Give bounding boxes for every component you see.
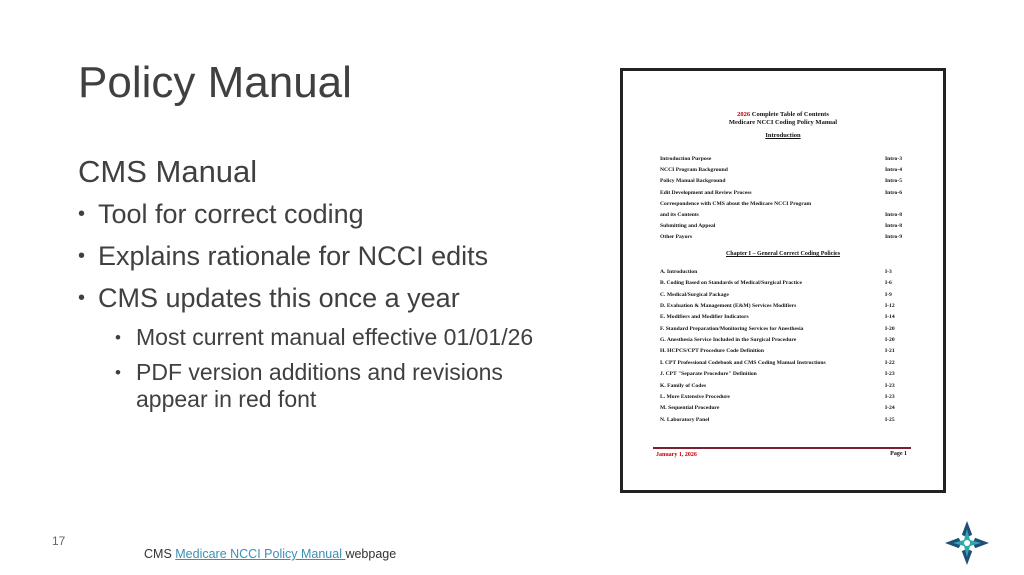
slide-title: Policy Manual bbox=[78, 58, 352, 107]
toc-row bbox=[660, 314, 915, 320]
toc-row-page: I-21 bbox=[885, 348, 895, 355]
slide-subhead: CMS Manual bbox=[78, 154, 258, 189]
manual-toc-image bbox=[620, 68, 946, 493]
doc-footer-page: Page 1 bbox=[890, 451, 907, 457]
doc-heading: 2026 Complete Table of Contents bbox=[737, 111, 829, 118]
toc-row bbox=[660, 190, 915, 196]
toc-row-label: M. Sequential Procedure bbox=[660, 405, 720, 412]
toc-row bbox=[660, 371, 915, 377]
toc-row bbox=[660, 326, 915, 332]
toc-row-label: N. Laboratory Panel bbox=[660, 416, 710, 423]
toc-row bbox=[660, 280, 915, 286]
bullet-dot-icon: • bbox=[115, 363, 121, 382]
toc-row-label: K. Family of Codes bbox=[660, 382, 706, 389]
toc-row bbox=[660, 405, 915, 411]
toc-row-page: Intro-5 bbox=[885, 178, 902, 185]
doc-subheading: Medicare NCCI Coding Policy Manual bbox=[728, 119, 838, 126]
bullet-item: • Tool for correct coding bbox=[78, 199, 364, 229]
toc-row bbox=[660, 201, 915, 207]
toc-row-label: Submitting and Appeal bbox=[660, 223, 716, 230]
toc-row bbox=[660, 394, 915, 400]
toc-row bbox=[660, 156, 915, 162]
bullet-dot-icon: • bbox=[115, 328, 121, 347]
toc-row-label: I. CPT Professional Codebook and CMS Coding Manual Instructions bbox=[660, 359, 826, 366]
toc-row-label: D. Evaluation & Management (E&M) Services Modifiers bbox=[660, 303, 797, 310]
toc-row-label: and its Contents bbox=[660, 212, 699, 218]
toc-row-page: I-25 bbox=[885, 416, 895, 423]
toc-row-label: Other Payors bbox=[660, 234, 693, 241]
toc-row bbox=[660, 292, 915, 298]
toc-row-label: F. Standard Preparation/Monitoring Services for Anesthesia bbox=[660, 325, 804, 332]
doc-footer-date: January 1, 2026 bbox=[656, 452, 697, 458]
toc-row-page: Intro-4 bbox=[885, 167, 902, 174]
doc-chapter-heading: Chapter I – General Correct Coding Policies bbox=[725, 251, 841, 257]
toc-row bbox=[660, 167, 915, 173]
toc-row-page: I-22 bbox=[885, 359, 895, 366]
bullet-item: • Explains rationale for NCCI edits bbox=[78, 241, 489, 271]
toc-row-page: I-23 bbox=[885, 393, 895, 400]
toc-row bbox=[660, 303, 915, 309]
toc-row-label: Policy Manual Background bbox=[660, 178, 726, 185]
toc-row-label: G. Anesthesia Service Included in the Surgical Procedure bbox=[660, 337, 797, 344]
toc-row bbox=[660, 178, 915, 184]
toc-row-label: NCCI Program Background bbox=[660, 167, 728, 174]
toc-row-page: I-23 bbox=[885, 371, 895, 378]
toc-row-label: Introduction Purpose bbox=[660, 156, 712, 162]
toc-row-page: I-12 bbox=[885, 303, 895, 310]
toc-row bbox=[660, 383, 915, 389]
toc-row-label: J. CPT "Separate Procedure" Definition bbox=[660, 371, 757, 378]
toc-row bbox=[660, 337, 915, 343]
toc-row-page: I-14 bbox=[885, 314, 895, 321]
sub-bullet-item: • Most current manual effective 01/01/26 bbox=[115, 324, 534, 350]
toc-row-page: I-6 bbox=[885, 280, 892, 287]
doc-intro-heading: Introduction bbox=[765, 132, 801, 139]
toc-row bbox=[660, 234, 915, 240]
toc-row-page: Intro-3 bbox=[885, 156, 902, 162]
toc-row-label: A. Introduction bbox=[660, 269, 698, 275]
toc-row-page: I-20 bbox=[885, 337, 895, 344]
toc-row-label: Edit Development and Review Process bbox=[660, 189, 752, 196]
toc-row-page bbox=[885, 201, 915, 207]
toc-row-label: B. Coding Based on Standards of Medical/Surgical Practice bbox=[660, 280, 803, 287]
manual-webpage-link[interactable]: Medicare NCCI Policy Manual bbox=[175, 547, 346, 561]
bullet-dot-icon: • bbox=[78, 287, 86, 309]
sub-bullet-item: • PDF version additions and revisions appear in red font bbox=[115, 359, 503, 412]
bullet-dot-icon: • bbox=[78, 203, 86, 225]
toc-row-page: Intro-9 bbox=[885, 234, 902, 241]
doc-footer-rule bbox=[653, 447, 911, 449]
toc-row-label: E. Modifiers and Modifier Indicators bbox=[660, 314, 749, 321]
toc-row bbox=[660, 269, 915, 275]
star-logo-icon bbox=[944, 520, 990, 566]
toc-row bbox=[660, 417, 915, 423]
toc-row bbox=[660, 348, 915, 354]
toc-row-page: Intro-8 bbox=[885, 223, 902, 230]
toc-row bbox=[660, 360, 915, 366]
toc-row-page: Intro-8 bbox=[885, 212, 902, 218]
bullet-dot-icon: • bbox=[78, 245, 86, 267]
sub-bullet-list bbox=[115, 324, 555, 421]
toc-row-page: I-23 bbox=[885, 382, 895, 389]
toc-row bbox=[660, 223, 915, 229]
toc-row bbox=[660, 212, 915, 218]
toc-row-label: C. Medical/Surgical Package bbox=[660, 291, 729, 298]
page-number: 17 bbox=[52, 534, 66, 548]
toc-row-page: Intro-6 bbox=[885, 189, 902, 196]
toc-row-label: H. HCPCS/CPT Procedure Code Definition bbox=[660, 348, 764, 355]
toc-row-label: L. More Extensive Procedure bbox=[660, 393, 730, 400]
toc-row-page: I-9 bbox=[885, 291, 892, 298]
toc-row-page: I-20 bbox=[885, 325, 895, 332]
bullet-list bbox=[78, 198, 578, 324]
toc-row-label: Correspondence with CMS about the Medicare NCCI Program bbox=[660, 200, 812, 207]
toc-row-page: I-3 bbox=[885, 269, 892, 275]
toc-row-page: I-24 bbox=[885, 405, 895, 412]
footer-source: CMS Medicare NCCI Policy Manual webpage bbox=[144, 547, 397, 561]
bullet-item: • CMS updates this once a year bbox=[78, 283, 460, 313]
